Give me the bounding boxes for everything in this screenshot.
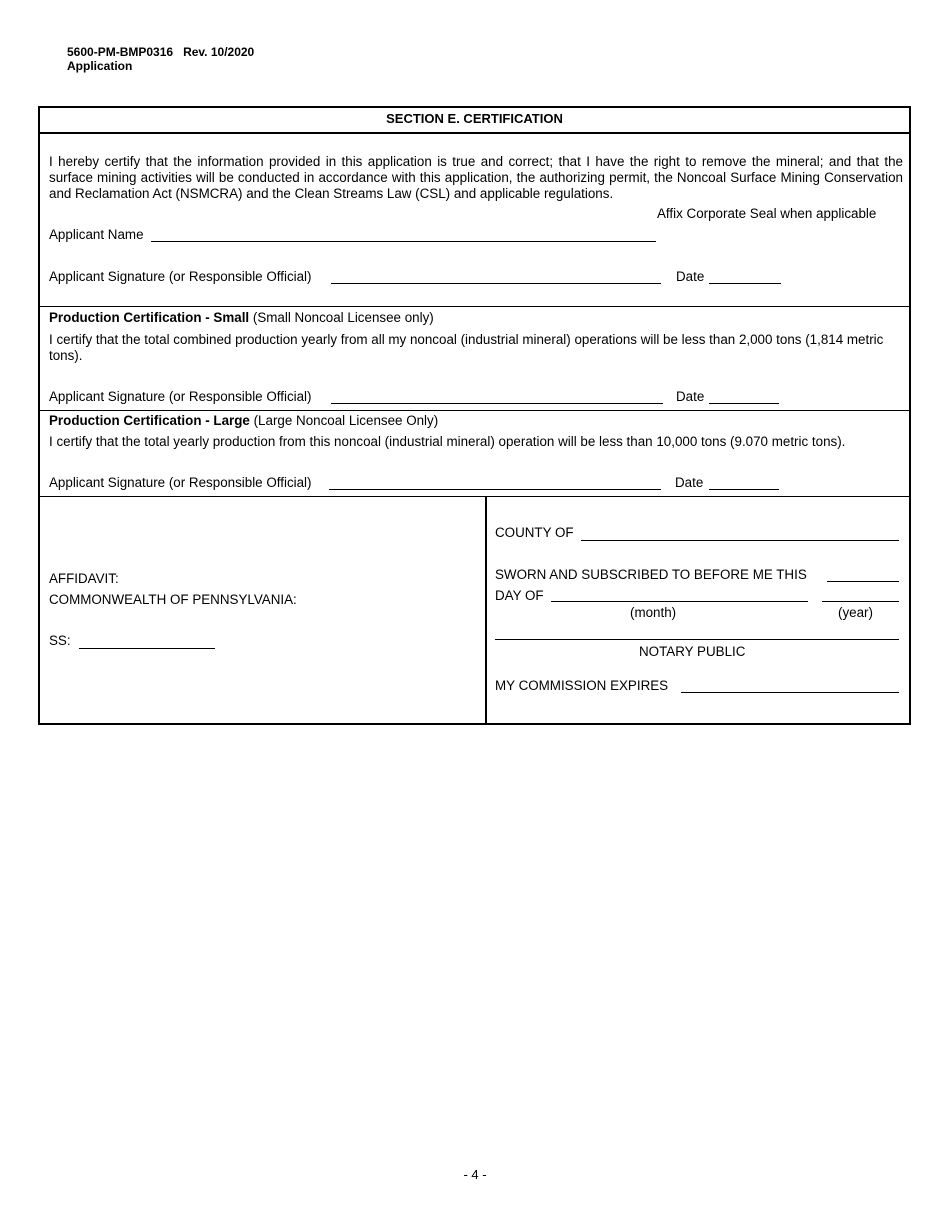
year-caption: (year)	[838, 605, 873, 620]
notary-signature-field[interactable]	[495, 639, 899, 640]
applicant-signature-field[interactable]	[331, 283, 661, 284]
divider	[40, 306, 909, 307]
applicant-name-label: Applicant Name	[49, 227, 144, 242]
section-title: SECTION E. CERTIFICATION	[40, 108, 909, 134]
certification-text: I hereby certify that the information provided in this application is true and correct; that I have the right to remove the mineral; and that the surface mining activities will be conducted in accordance with this application, the authorizing permit, the Noncoal Surface Mining Conservation and Reclamation Act (NSMCRA) and the Clean Streams Law (CSL) and applicable regulations.	[49, 154, 903, 201]
small-date-label: Date	[676, 389, 705, 404]
small-date-field[interactable]	[709, 403, 779, 404]
certification-form	[38, 106, 911, 725]
year-field[interactable]	[822, 601, 899, 602]
ss-field[interactable]	[79, 648, 215, 649]
sworn-day-field[interactable]	[827, 581, 899, 582]
page-number: - 4 -	[463, 1167, 487, 1182]
large-date-label: Date	[675, 475, 704, 490]
sworn-label: SWORN AND SUBSCRIBED TO BEFORE ME THIS	[495, 567, 807, 582]
ss-label: SS:	[49, 633, 71, 648]
date-field[interactable]	[709, 283, 781, 284]
large-signature-field[interactable]	[329, 489, 661, 490]
production-large-text: I certify that the total yearly production from this noncoal (industrial mineral) operation will be less than 10,000 tons (9.070 metric tons).	[49, 434, 846, 449]
affidavit-divider	[485, 496, 487, 723]
commission-expires-field[interactable]	[681, 692, 899, 693]
commonwealth-label: COMMONWEALTH OF PENNSYLVANIA:	[49, 592, 297, 607]
affidavit-label: AFFIDAVIT:	[49, 571, 119, 586]
form-number: 5600-PM-BMP0316	[67, 45, 174, 59]
small-signature-field[interactable]	[331, 403, 663, 404]
applicant-signature-label: Applicant Signature (or Responsible Official)	[49, 269, 312, 284]
month-caption: (month)	[630, 605, 677, 620]
county-field[interactable]	[581, 540, 899, 541]
form-subtitle: Application	[67, 59, 133, 73]
production-large-title: Production Certification - Large (Large Noncoal Licensee Only)	[49, 413, 439, 428]
production-small-title: Production Certification - Small (Small Noncoal Licensee only)	[49, 310, 434, 325]
large-date-field[interactable]	[709, 489, 779, 490]
day-of-label: DAY OF	[495, 588, 544, 603]
large-signature-label: Applicant Signature (or Responsible Official)	[49, 475, 312, 490]
applicant-name-field[interactable]	[151, 241, 656, 242]
divider	[40, 410, 909, 411]
month-field[interactable]	[551, 601, 808, 602]
small-signature-label: Applicant Signature (or Responsible Official)	[49, 389, 312, 404]
form-revision: Rev. 10/2020	[183, 45, 255, 59]
seal-note: Affix Corporate Seal when applicable	[657, 206, 877, 221]
notary-public-label: NOTARY PUBLIC	[639, 644, 746, 659]
date-label: Date	[676, 269, 705, 284]
divider	[40, 496, 909, 497]
commission-expires-label: MY COMMISSION EXPIRES	[495, 678, 669, 693]
form-header	[67, 45, 254, 73]
production-small-text: I certify that the total combined production yearly from all my noncoal (industrial mineral) operations will be less than 2,000 tons (1,814 metric tons).	[49, 332, 884, 363]
county-label: COUNTY OF	[495, 525, 574, 540]
